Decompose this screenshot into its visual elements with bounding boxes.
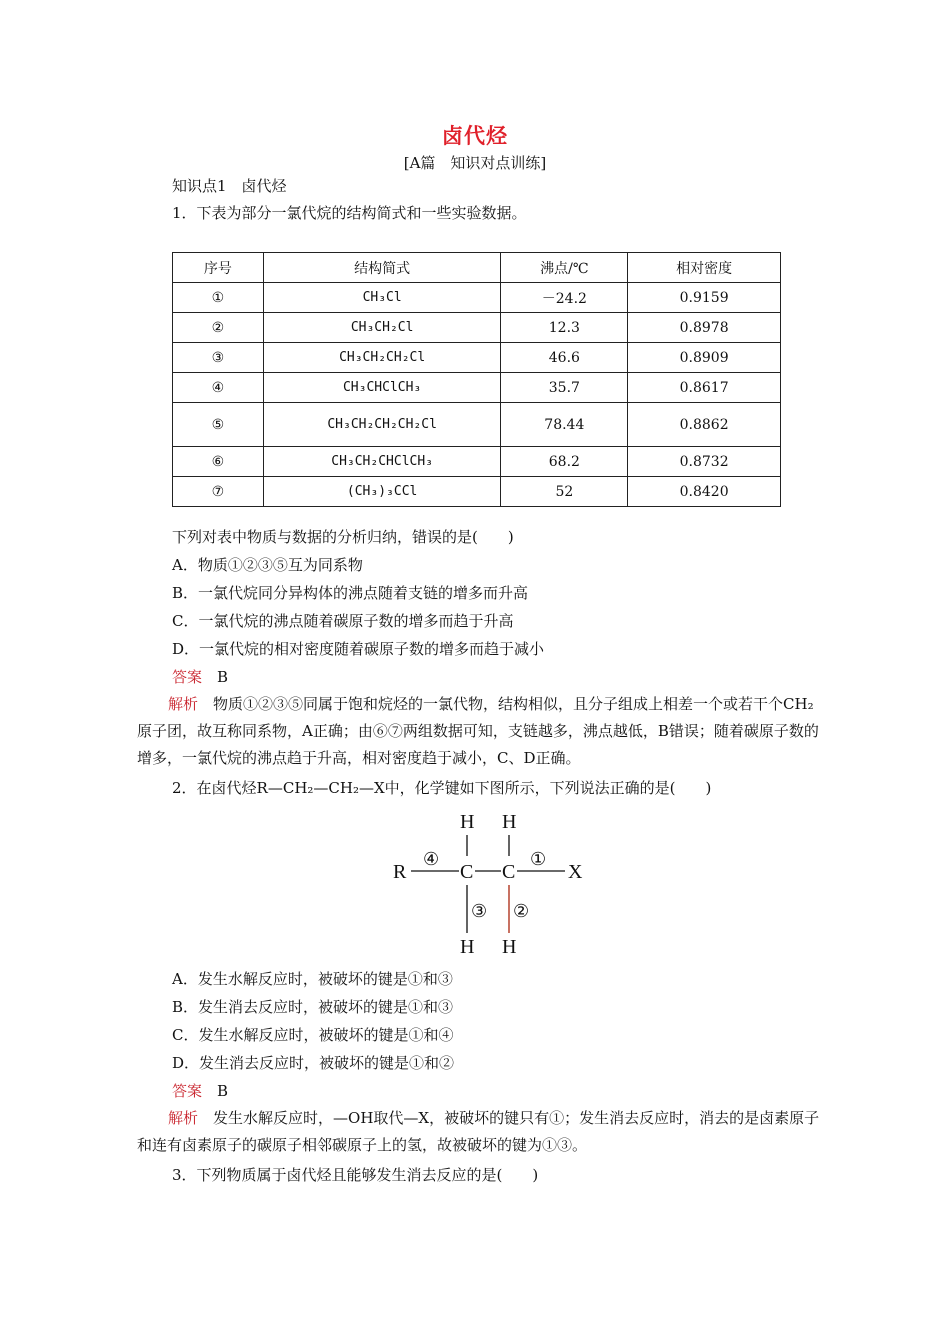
table-cell-formula: CH₃CHClCH₃ bbox=[263, 373, 501, 403]
bond-label-3: ③ bbox=[471, 901, 488, 922]
table-cell-density: 0.8732 bbox=[628, 447, 781, 477]
table-row bbox=[173, 373, 781, 403]
table-cell-bp: 78.44 bbox=[501, 403, 628, 447]
page-subtitle: [A篇 知识对点训练] bbox=[403, 154, 547, 172]
table-header: 相对密度 bbox=[628, 253, 781, 283]
diagram-atom-r: R bbox=[393, 861, 407, 883]
table-cell-formula: (CH₃)₃CCl bbox=[263, 477, 501, 507]
table-cell-bp: 68.2 bbox=[501, 447, 628, 477]
table-cell-bp: －24.2 bbox=[501, 283, 628, 313]
answer-label: 答案 bbox=[172, 668, 203, 686]
table-cell-bp: 12.3 bbox=[501, 313, 628, 343]
table-cell-no: ⑦ bbox=[173, 477, 264, 507]
bond-diagram bbox=[385, 805, 595, 965]
table-cell-formula: CH₃CH₂Cl bbox=[263, 313, 501, 343]
table-row bbox=[173, 447, 781, 477]
q2-option-d: D．发生消去反应时，被破坏的键是①和② bbox=[172, 1054, 455, 1072]
table-cell-density: 0.8862 bbox=[628, 403, 781, 447]
bond-label-4: ④ bbox=[423, 849, 440, 870]
diagram-atom-h-top-right: H bbox=[502, 811, 517, 833]
diagram-atom-c2: C bbox=[502, 861, 516, 883]
diagram-atom-h-top-left: H bbox=[460, 811, 475, 833]
table-cell-bp: 46.6 bbox=[501, 343, 628, 373]
table-cell-density: 0.8420 bbox=[628, 477, 781, 507]
q1-option-c: C．一氯代烷的沸点随着碳原子数的增多而趋于升高 bbox=[172, 612, 514, 630]
answer-value: B bbox=[217, 1082, 229, 1100]
table-row bbox=[173, 313, 781, 343]
answer-value: B bbox=[217, 668, 229, 686]
bond-label-1: ① bbox=[530, 849, 547, 870]
bond-label-2: ② bbox=[513, 901, 530, 922]
analysis-text: 物质①②③⑤同属于饱和烷烃的一氯代物，结构相似，且分子组成上相差一个或若干个CH₂原子团，故互称同系物，A正确；由⑥⑦两组数据可知，支链越多，沸点越低，B错误；随着碳原子数的增多，一氯代烷的沸点趋于升高，相对密度趋于减小，C、D正确。 bbox=[137, 695, 819, 767]
diagram-atom-h-bottom-left: H bbox=[460, 936, 475, 958]
table-cell-formula: CH₃CH₂CHClCH₃ bbox=[263, 447, 501, 477]
q3-stem: 3．下列物质属于卤代烃且能够发生消去反应的是( ) bbox=[172, 1166, 539, 1184]
table-header: 沸点/℃ bbox=[501, 253, 628, 283]
answer-label: 答案 bbox=[172, 1082, 203, 1100]
q1-option-a: A．物质①②③⑤互为同系物 bbox=[172, 556, 363, 574]
table-header: 结构简式 bbox=[263, 253, 501, 283]
table-cell-density: 0.8617 bbox=[628, 373, 781, 403]
table-row bbox=[173, 283, 781, 313]
table-cell-no: ① bbox=[173, 283, 264, 313]
table-header-row bbox=[173, 253, 781, 283]
q2-option-a: A．发生水解反应时，被破坏的键是①和③ bbox=[172, 970, 453, 988]
q1-option-b: B．一氯代烷同分异构体的沸点随着支链的增多而升高 bbox=[172, 584, 529, 602]
q1-answer bbox=[172, 667, 228, 687]
analysis-label: 解析 bbox=[168, 1109, 199, 1127]
diagram-atom-h-bottom-right: H bbox=[502, 936, 517, 958]
table-header: 序号 bbox=[173, 253, 264, 283]
table-cell-no: ② bbox=[173, 313, 264, 343]
table-cell-no: ④ bbox=[173, 373, 264, 403]
table-cell-density: 0.8978 bbox=[628, 313, 781, 343]
table-cell-no: ⑥ bbox=[173, 447, 264, 477]
q2-option-c: C．发生水解反应时，被破坏的键是①和④ bbox=[172, 1026, 454, 1044]
table-row bbox=[173, 403, 781, 447]
analysis-text: 发生水解反应时，—OH取代—X，被破坏的键只有①；发生消去反应时，消去的是卤素原子和连有卤素原子的碳原子相邻碳原子上的氢，故被破坏的键为①③。 bbox=[137, 1109, 820, 1154]
table-cell-bp: 35.7 bbox=[501, 373, 628, 403]
table-cell-formula: CH₃CH₂CH₂Cl bbox=[263, 343, 501, 373]
q2-answer bbox=[172, 1081, 228, 1101]
table-cell-bp: 52 bbox=[501, 477, 628, 507]
table-cell-formula: CH₃CH₂CH₂CH₂Cl bbox=[263, 403, 501, 447]
page-title: 卤代烃 bbox=[442, 123, 508, 148]
table-cell-density: 0.9159 bbox=[628, 283, 781, 313]
diagram-atom-c1: C bbox=[460, 861, 474, 883]
table-cell-formula: CH₃Cl bbox=[263, 283, 501, 313]
table-row bbox=[173, 477, 781, 507]
q1-option-d: D．一氯代烷的相对密度随着碳原子数的增多而趋于减小 bbox=[172, 640, 545, 658]
data-table bbox=[172, 252, 781, 507]
q2-analysis bbox=[137, 1105, 820, 1159]
q1-prompt: 下列对表中物质与数据的分析归纳，错误的是( ) bbox=[172, 528, 514, 546]
table-row bbox=[173, 343, 781, 373]
table-cell-density: 0.8909 bbox=[628, 343, 781, 373]
q1-stem: 1．下表为部分一氯代烷的结构简式和一些实验数据。 bbox=[172, 204, 527, 222]
table-cell-no: ⑤ bbox=[173, 403, 264, 447]
q2-stem: 2．在卤代烃R—CH₂—CH₂—X中，化学键如下图所示，下列说法正确的是( ) bbox=[172, 779, 712, 797]
table-cell-no: ③ bbox=[173, 343, 264, 373]
q1-analysis bbox=[137, 691, 820, 772]
q2-option-b: B．发生消去反应时，被破坏的键是①和③ bbox=[172, 998, 454, 1016]
section-heading: 知识点1 卤代烃 bbox=[172, 177, 287, 195]
analysis-label: 解析 bbox=[168, 695, 199, 713]
diagram-atom-x: X bbox=[568, 861, 583, 883]
